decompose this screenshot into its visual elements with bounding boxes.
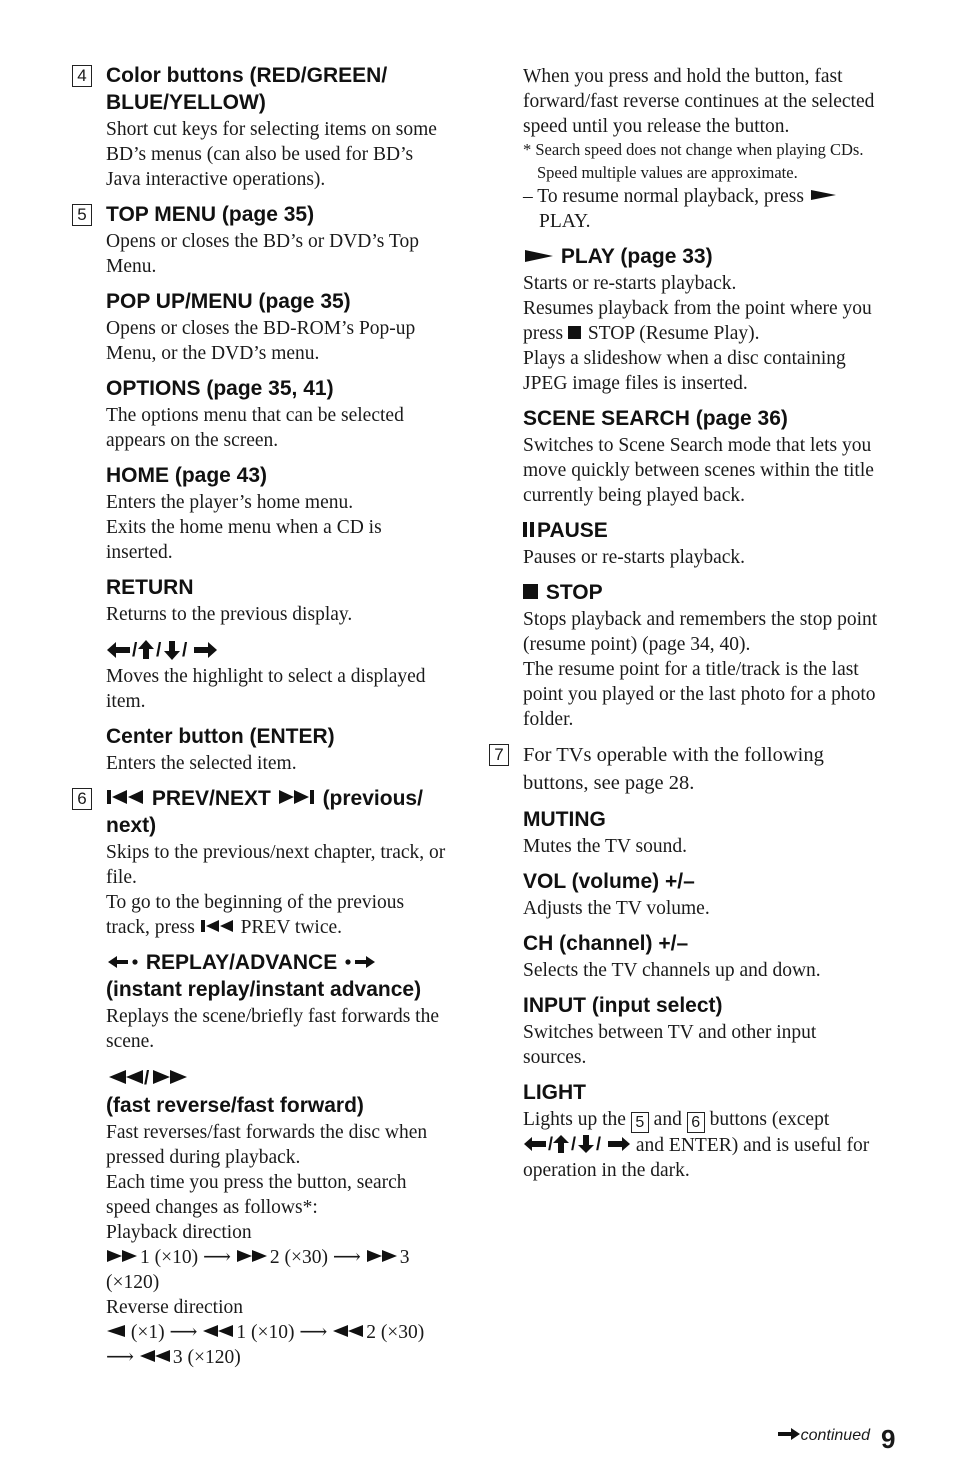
play-desc-3: Plays a slideshow when a disc containing JPEG image files is inserted. bbox=[523, 348, 846, 394]
prev-next-desc-2a: To go to the beginning of the previous track, press bbox=[106, 892, 405, 938]
options-desc: The options menu that can be selected appears on the screen. bbox=[106, 405, 404, 451]
play-icon-inline bbox=[809, 188, 839, 202]
scene-search-desc: Switches to Scene Search mode that lets you move quickly between scenes within the title currently being played back. bbox=[523, 435, 874, 506]
hold-desc: When you press and hold the button, fast forward/fast reverse continues at the selected speed until you release the button. bbox=[523, 66, 875, 137]
fr-icon-2 bbox=[332, 1324, 366, 1338]
rev-speed-0: (×1) bbox=[130, 1322, 165, 1343]
item-number-7: 7 bbox=[489, 744, 509, 766]
slow-reverse-icon bbox=[106, 1324, 126, 1338]
stop-icon-inline bbox=[568, 326, 581, 339]
continued-marker bbox=[777, 1427, 870, 1445]
svg-text:/: / bbox=[144, 1068, 150, 1088]
muting-heading: MUTING bbox=[523, 808, 606, 831]
fwd-speed-1: 1 (×10) bbox=[140, 1247, 199, 1268]
arrow-right-icon: ⟶ bbox=[106, 1347, 134, 1368]
fwd-speed-3: 3 bbox=[399, 1247, 410, 1268]
svg-text:/: / bbox=[548, 1134, 554, 1154]
input-heading: INPUT (input select) bbox=[523, 994, 723, 1017]
ff-icon-2 bbox=[236, 1249, 270, 1263]
left-column bbox=[72, 62, 452, 1370]
stop-heading bbox=[523, 579, 884, 606]
scene-search-heading: SCENE SEARCH (page 36) bbox=[523, 407, 788, 430]
right-continuation bbox=[489, 64, 884, 732]
arrow-keys-heading bbox=[106, 636, 452, 663]
right-column bbox=[489, 62, 884, 1183]
arrow-right-icon bbox=[777, 1427, 801, 1441]
arrow-keys-icon-inline bbox=[523, 1134, 631, 1154]
footnote-2: Speed multiple values are approximate. bbox=[537, 162, 798, 182]
home-heading: HOME (page 43) bbox=[106, 464, 268, 487]
replay-advance-desc: Replays the scene/briefly fast forwards the scene. bbox=[106, 1006, 440, 1052]
ref-number-6: 6 bbox=[687, 1112, 705, 1133]
stop-icon bbox=[523, 584, 538, 599]
stop-heading-label: STOP bbox=[545, 581, 603, 604]
item-number-4: 4 bbox=[72, 65, 92, 87]
playback-direction-label: Playback direction bbox=[106, 1222, 252, 1243]
fast-desc-2: Each time you press the button, search speed changes as follows*: bbox=[106, 1172, 407, 1218]
forward-speeds bbox=[106, 1245, 452, 1295]
vol-heading: VOL (volume) +/– bbox=[523, 870, 695, 893]
fr-icon-3 bbox=[139, 1349, 173, 1363]
svg-text:/: / bbox=[156, 640, 162, 662]
top-menu-heading: TOP MENU (page 35) bbox=[106, 203, 315, 226]
svg-text:/: / bbox=[571, 1134, 577, 1154]
prev-next-label-2: (previous/ next) bbox=[106, 787, 423, 837]
footnote-1: * Search speed does not change when playing CDs. bbox=[523, 140, 864, 159]
popup-menu-heading: POP UP/MENU (page 35) bbox=[106, 290, 351, 313]
color-buttons-heading: Color buttons (RED/GREEN/ BLUE/YELLOW) bbox=[106, 64, 388, 114]
prev-next-desc-2b: PREV twice. bbox=[240, 917, 343, 938]
advance-icon bbox=[343, 954, 377, 970]
item-4 bbox=[72, 62, 452, 192]
pause-icon bbox=[523, 517, 537, 544]
rev-speed-1: 1 (×10) bbox=[236, 1322, 295, 1343]
muting-desc: Mutes the TV sound. bbox=[523, 836, 687, 857]
resume-note bbox=[523, 184, 884, 234]
input-desc: Switches between TV and other input sources. bbox=[523, 1022, 817, 1068]
resume-note-a: – To resume normal playback, press bbox=[523, 186, 804, 207]
prev-next-label: PREV/NEXT bbox=[151, 787, 271, 810]
arrow-right-icon: ⟶ bbox=[299, 1322, 328, 1343]
popup-menu-desc: Opens or closes the BD-ROM’s Pop-up Menu, or the DVD’s menu. bbox=[106, 318, 416, 364]
play-desc-2b: STOP (Resume Play). bbox=[587, 323, 760, 344]
ch-heading: CH (channel) +/– bbox=[523, 932, 689, 955]
svg-text:/: / bbox=[132, 640, 138, 662]
play-desc-2 bbox=[523, 296, 884, 346]
item-7 bbox=[489, 741, 884, 1183]
item-6 bbox=[72, 785, 452, 1370]
pause-heading-label: PAUSE bbox=[537, 519, 608, 542]
prev-icon bbox=[106, 788, 146, 806]
ref-number-5: 5 bbox=[631, 1112, 649, 1133]
fwd-speed-2: 2 (×30) bbox=[269, 1247, 328, 1268]
arrow-keys-desc: Moves the highlight to select a displayed item. bbox=[106, 666, 426, 712]
light-desc-c: buttons (except bbox=[709, 1109, 830, 1130]
top-menu-desc: Opens or closes the BD’s or DVD’s Top Menu. bbox=[106, 231, 419, 277]
next-icon bbox=[277, 788, 317, 806]
arrow-right-icon: ⟶ bbox=[203, 1247, 231, 1268]
play-heading bbox=[523, 243, 884, 270]
arrow-right-icon: ⟶ bbox=[169, 1322, 198, 1343]
ch-desc: Selects the TV channels up and down. bbox=[523, 960, 821, 981]
return-desc: Returns to the previous display. bbox=[106, 604, 353, 625]
replay-icon bbox=[106, 954, 140, 970]
home-desc-1: Enters the player’s home menu. bbox=[106, 492, 354, 513]
replay-advance-label-2: (instant replay/instant advance) bbox=[106, 978, 422, 1001]
play-heading-label: PLAY (page 33) bbox=[560, 245, 713, 268]
arrow-right-icon: ⟶ bbox=[332, 1247, 361, 1268]
fast-rev-fwd-heading bbox=[106, 1063, 452, 1119]
play-desc-2a: Resumes playback from the point where you press bbox=[523, 298, 872, 344]
reverse-speeds bbox=[106, 1320, 452, 1370]
fast-desc-1: Fast reverses/fast forwards the disc when pressed during playback. bbox=[106, 1122, 428, 1168]
prev-icon-inline bbox=[200, 918, 236, 934]
light-desc-a: Lights up the bbox=[523, 1109, 626, 1130]
ff-icon-3 bbox=[366, 1249, 400, 1263]
replay-advance-label: REPLAY/ADVANCE bbox=[145, 951, 338, 974]
play-desc-1: Starts or re-starts playback. bbox=[523, 273, 737, 294]
stop-desc-1: Stops playback and remembers the stop point (resume point) (page 34, 40). bbox=[523, 609, 878, 655]
fwd-speed-3b: (×120) bbox=[106, 1272, 160, 1293]
fast-reverse-fast-forward-icon bbox=[106, 1067, 190, 1087]
center-button-heading: Center button (ENTER) bbox=[106, 725, 335, 748]
resume-note-b: PLAY. bbox=[539, 211, 591, 232]
light-desc bbox=[523, 1107, 884, 1183]
tv-intro: For TVs operable with the following buttons, see page 28. bbox=[523, 744, 824, 794]
reverse-direction-label: Reverse direction bbox=[106, 1297, 243, 1318]
page-number: 9 bbox=[881, 1424, 896, 1454]
light-heading: LIGHT bbox=[523, 1081, 586, 1104]
rev-speed-3: 3 (×120) bbox=[172, 1347, 241, 1368]
home-desc-2: Exits the home menu when a CD is inserted. bbox=[106, 517, 382, 563]
return-heading: RETURN bbox=[106, 576, 194, 599]
options-heading: OPTIONS (page 35, 41) bbox=[106, 377, 334, 400]
prev-next-desc-1: Skips to the previous/next chapter, track, or file. bbox=[106, 842, 446, 888]
play-icon bbox=[523, 248, 555, 264]
rev-speed-2: 2 (×30) bbox=[366, 1322, 425, 1343]
stop-desc-2: The resume point for a title/track is the last point you played or the last photo for a photo folder. bbox=[523, 659, 876, 730]
fr-icon-1 bbox=[202, 1324, 236, 1338]
replay-advance-heading bbox=[106, 949, 452, 1003]
pause-desc: Pauses or re-starts playback. bbox=[523, 547, 746, 568]
pause-heading bbox=[523, 517, 884, 544]
arrow-keys-icon bbox=[106, 639, 218, 661]
prev-next-desc-2 bbox=[106, 890, 452, 940]
item-5 bbox=[72, 201, 452, 776]
light-desc-b: and bbox=[653, 1109, 682, 1130]
vol-desc: Adjusts the TV volume. bbox=[523, 898, 710, 919]
item-number-5: 5 bbox=[72, 204, 92, 226]
center-button-desc: Enters the selected item. bbox=[106, 753, 297, 774]
ff-icon-1 bbox=[106, 1249, 140, 1263]
light-desc-d: and ENTER) and is useful for operation in the dark. bbox=[523, 1135, 870, 1181]
continued-label: continued bbox=[800, 1427, 870, 1444]
svg-text:/: / bbox=[182, 640, 188, 662]
fast-rev-fwd-label: (fast reverse/fast forward) bbox=[106, 1094, 364, 1117]
prev-next-heading bbox=[106, 785, 452, 839]
color-buttons-desc: Short cut keys for selecting items on some BD’s menus (can also be used for BD’s Java interactive operations). bbox=[106, 119, 437, 190]
svg-text:/: / bbox=[596, 1134, 602, 1154]
item-number-6: 6 bbox=[72, 788, 92, 810]
